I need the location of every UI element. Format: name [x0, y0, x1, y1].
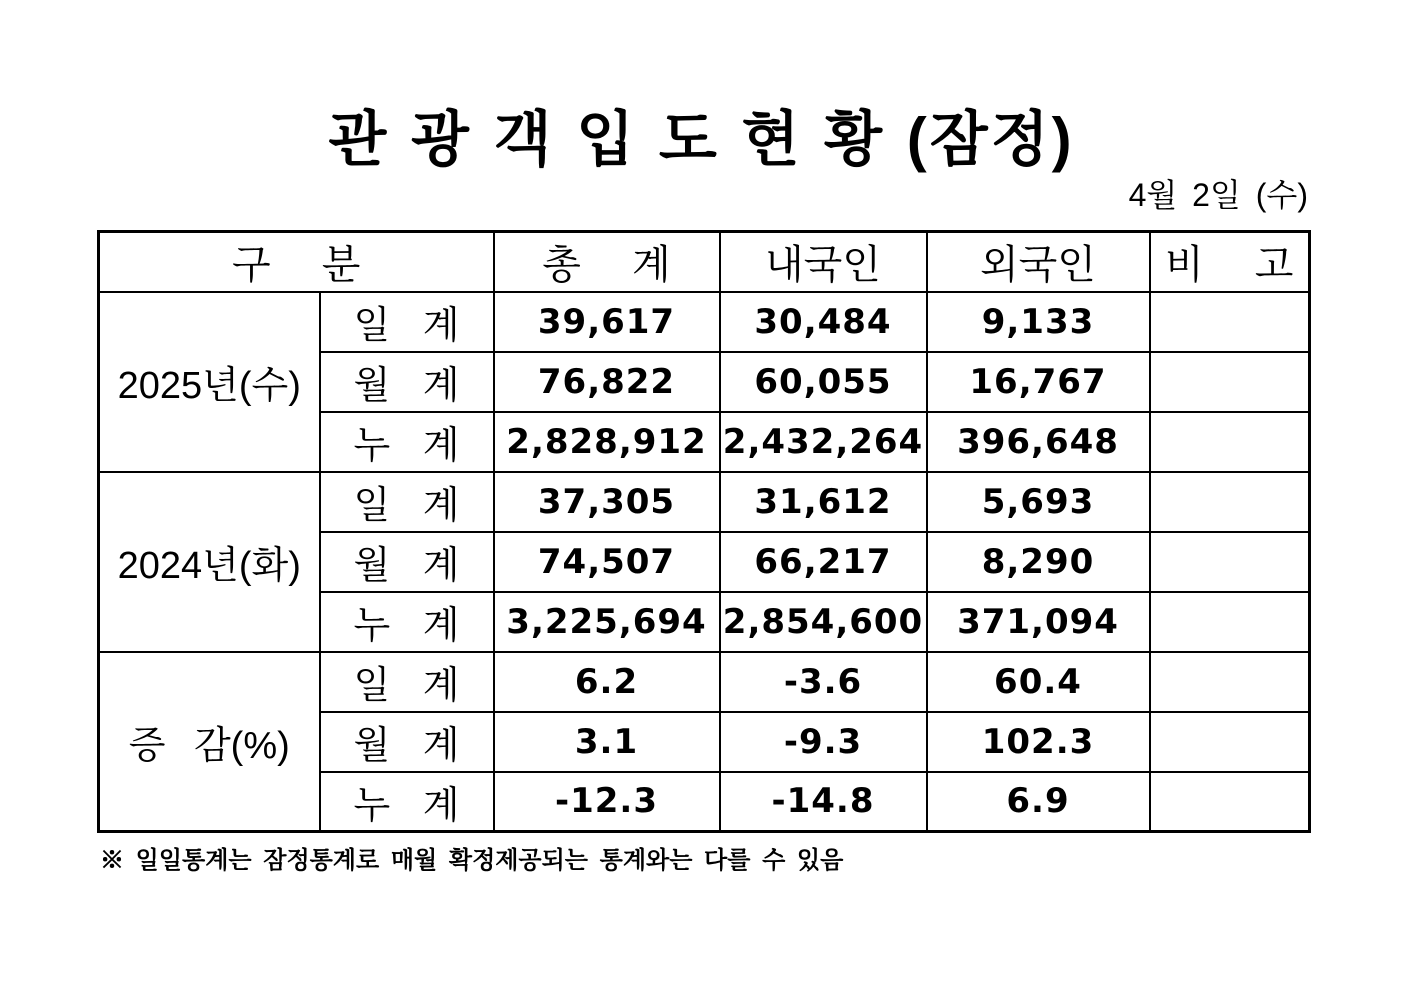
table-row	[99, 472, 1310, 532]
remark-cell	[1150, 652, 1310, 712]
remark-cell	[1150, 772, 1310, 832]
cell-domestic: -9.3	[720, 712, 927, 772]
header-foreign: 외국인	[927, 232, 1150, 292]
page-title: 관 광 객 입 도 현 황 (잠정)	[328, 106, 1075, 173]
cell-domestic: 31,612	[720, 472, 927, 532]
cell-domestic: 60,055	[720, 352, 927, 412]
cell-foreign: 5,693	[927, 472, 1150, 532]
row-type-label: 월 계	[320, 352, 494, 412]
remark-cell	[1150, 472, 1310, 532]
cell-foreign: 396,648	[927, 412, 1150, 472]
cell-foreign: 371,094	[927, 592, 1150, 652]
cell-total: 2,828,912	[494, 412, 720, 472]
cell-total: 37,305	[494, 472, 720, 532]
row-type-label: 누 계	[320, 412, 494, 472]
table-row	[99, 292, 1310, 352]
footnote-text: ※ 일일통계는 잠정통계로 매월 확정제공되는 통계와는 다를 수 있음	[100, 847, 844, 874]
cell-domestic: 2,854,600	[720, 592, 927, 652]
header-remarks: 비 고	[1150, 232, 1310, 292]
cell-total: 3,225,694	[494, 592, 720, 652]
header-total: 총 계	[494, 232, 720, 292]
remark-cell	[1150, 412, 1310, 472]
row-type-label: 일 계	[320, 292, 494, 352]
remark-cell	[1150, 352, 1310, 412]
table-row	[99, 652, 1310, 712]
cell-foreign: 60.4	[927, 652, 1150, 712]
cell-total: -12.3	[494, 772, 720, 832]
cell-domestic: 30,484	[720, 292, 927, 352]
remark-cell	[1150, 712, 1310, 772]
group-label-change: 증 감(%)	[99, 652, 320, 832]
cell-total: 3.1	[494, 712, 720, 772]
cell-foreign: 6.9	[927, 772, 1150, 832]
header-row	[99, 232, 1310, 292]
report-date: 4월 2일 (수)	[1128, 177, 1308, 213]
cell-foreign: 16,767	[927, 352, 1150, 412]
cell-domestic: -14.8	[720, 772, 927, 832]
cell-foreign: 8,290	[927, 532, 1150, 592]
cell-domestic: 66,217	[720, 532, 927, 592]
remark-cell	[1150, 292, 1310, 352]
cell-total: 39,617	[494, 292, 720, 352]
header-domestic: 내국인	[720, 232, 927, 292]
cell-foreign: 9,133	[927, 292, 1150, 352]
tourist-arrivals-table	[97, 230, 1311, 833]
cell-domestic: -3.6	[720, 652, 927, 712]
cell-total: 76,822	[494, 352, 720, 412]
row-type-label: 누 계	[320, 592, 494, 652]
group-label-2025: 2025년(수)	[99, 292, 320, 472]
cell-total: 74,507	[494, 532, 720, 592]
cell-domestic: 2,432,264	[720, 412, 927, 472]
row-type-label: 일 계	[320, 652, 494, 712]
row-type-label: 월 계	[320, 712, 494, 772]
header-category: 구 분	[99, 232, 494, 292]
group-label-2024: 2024년(화)	[99, 472, 320, 652]
remark-cell	[1150, 532, 1310, 592]
cell-foreign: 102.3	[927, 712, 1150, 772]
row-type-label: 월 계	[320, 532, 494, 592]
cell-total: 6.2	[494, 652, 720, 712]
row-type-label: 일 계	[320, 472, 494, 532]
remark-cell	[1150, 592, 1310, 652]
row-type-label: 누 계	[320, 772, 494, 832]
